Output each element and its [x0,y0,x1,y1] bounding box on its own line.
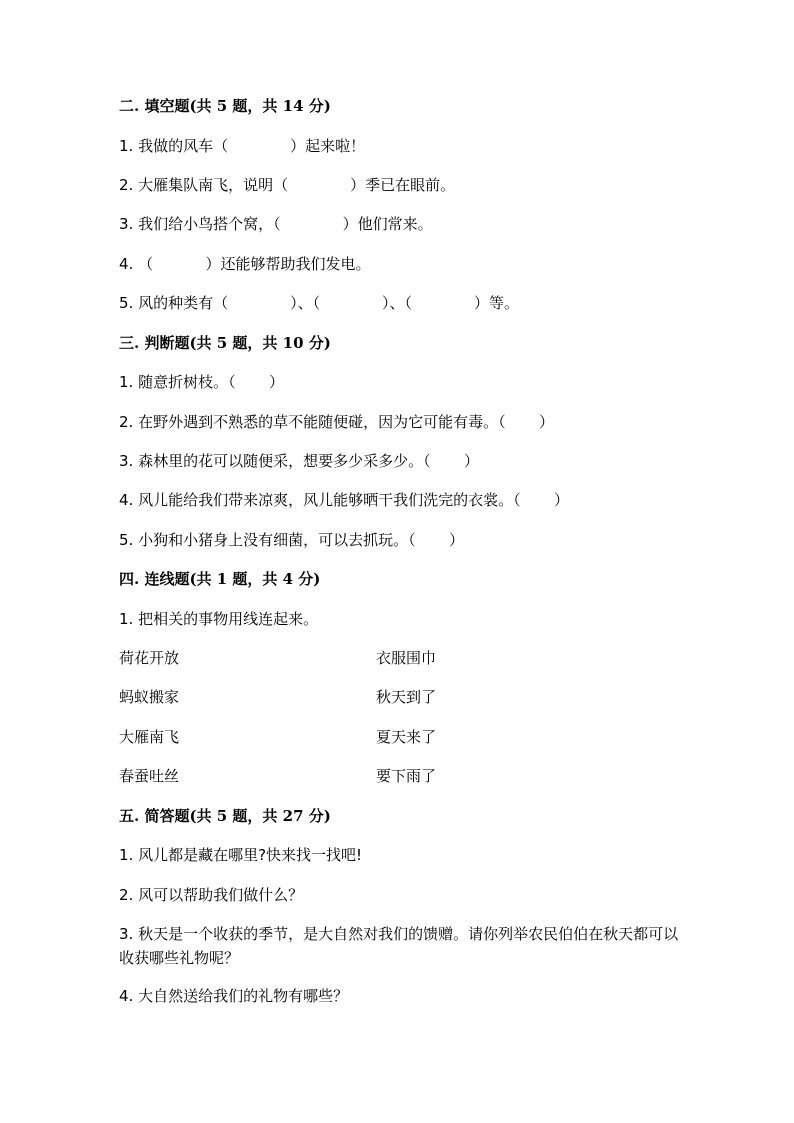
question-2-1: 1. 我做的风车（ ）起来啦！ [119,137,366,155]
section-heading-fill-blank: 二. 填空题(共 5 题，共 14 分) [119,97,331,115]
match-right-item: 衣服围巾 [376,649,437,667]
match-right-item: 夏天来了 [376,728,437,746]
match-right-item: 秋天到了 [376,688,437,706]
question-5-2: 2. 风可以帮助我们做什么？ [119,886,304,904]
match-right-item: 要下雨了 [376,767,437,785]
question-3-3: 3. 森林里的花可以随便采，想要多少采多少。（ ） [119,452,479,470]
match-left-item: 春蚕吐丝 [119,767,180,785]
question-4-1: 1. 把相关的事物用线连起来。 [119,610,319,628]
match-left-item: 蚂蚁搬家 [119,688,180,706]
question-2-5: 5. 风的种类有（ ）、（ ）、（ ）等。 [119,294,520,312]
question-5-3: 3. 秋天是一个收获的季节，是大自然对我们的馈赠。请你列举农民伯伯在秋天都可以收获哪些礼物呢？ [119,925,679,967]
question-5-4: 4. 大自然送给我们的礼物有哪些？ [119,987,349,1005]
question-3-4: 4. 风儿能给我们带来凉爽，风儿能够晒干我们洗完的衣裳。（ ） [119,491,569,509]
question-3-1: 1. 随意折树枝。（ ） [119,373,284,391]
match-left-item: 荷花开放 [119,649,180,667]
question-3-2: 2. 在野外遇到不熟悉的草不能随便碰，因为它可能有毒。（ ） [119,413,554,431]
question-2-4: 4. （ ）还能够帮助我们发电。 [119,255,371,273]
section-heading-matching: 四. 连线题(共 1 题，共 4 分) [119,570,321,588]
question-2-3: 3. 我们给小鸟搭个窝，（ ）他们常来。 [119,215,433,233]
question-3-5: 5. 小狗和小猪身上没有细菌，可以去抓玩。（ ） [119,531,464,549]
question-5-1: 1. 风儿都是藏在哪里?快来找一找吧! [119,846,363,864]
section-heading-short-answer: 五. 简答题(共 5 题，共 27 分) [119,807,331,825]
section-heading-true-false: 三. 判断题(共 5 题，共 10 分) [119,334,331,352]
match-left-item: 大雁南飞 [119,728,180,746]
question-2-2: 2. 大雁集队南飞，说明（ ）季已在眼前。 [119,176,456,194]
